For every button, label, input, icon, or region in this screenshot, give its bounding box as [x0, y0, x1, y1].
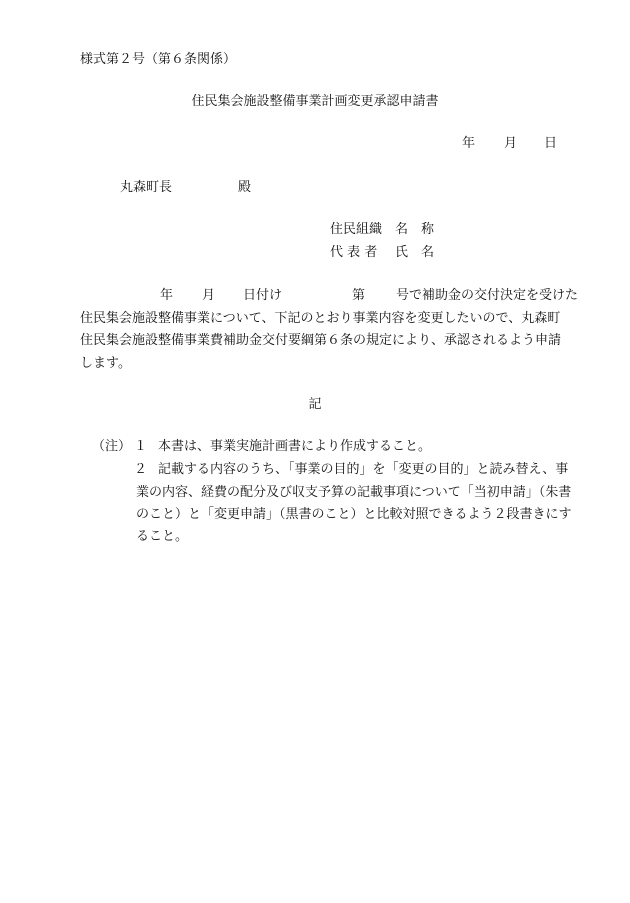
applicant-org-label: 住民組織: [330, 222, 383, 237]
date-year-label: 年: [462, 136, 476, 151]
document-title: 住民集会施設整備事業計画変更承認申請書: [191, 94, 439, 109]
note-2-line-2: 業の内容、経費の配分及び収支予算の記載事項について「当初申請」（朱書: [136, 485, 572, 500]
applicant-rep-name-label: 氏 名: [395, 245, 435, 260]
body-line-2: 住民集会施設整備事業について、下記のとおり事業内容を変更したいので、丸森町: [80, 311, 561, 326]
ki-mark: 記: [308, 397, 322, 412]
note-2-number: ２: [134, 462, 148, 477]
note-2-line-4: ること。: [136, 529, 189, 544]
body-dated-label: 日付け: [243, 288, 283, 303]
note-1-text: 本書は、事業実施計画書により作成すること。: [158, 439, 432, 454]
addressee-honorific: 殿: [238, 180, 252, 195]
date-month-label: 月: [504, 136, 518, 151]
notes-label: （注）: [92, 439, 132, 454]
body-line-4: します。: [80, 356, 131, 371]
body-month-label: 月: [202, 288, 216, 303]
body-number-prefix: 第: [352, 288, 366, 303]
applicant-org-name-label: 名 称: [395, 222, 435, 237]
note-2-line-3: のこと）と「変更申請」（黒書のこと）と比較対照できるよう２段書きにす: [136, 507, 572, 522]
note-1-number: １: [134, 439, 148, 454]
body-line-3: 住民集会施設整備事業費補助金交付要綱第６条の規定により、承認されるよう申請: [80, 333, 562, 348]
addressee-name: 丸森町長: [120, 180, 173, 195]
date-day-label: 日: [544, 136, 558, 151]
form-label: 様式第２号（第６条関係）: [80, 52, 237, 67]
body-line-1-rest: 号で補助金の交付決定を受けた: [396, 288, 579, 303]
note-2-line-1: 記載する内容のうち、「事業の目的」を「変更の目的」と読み替え、事: [158, 462, 569, 477]
applicant-rep-label: 代 表 者: [330, 245, 378, 260]
body-year-label: 年: [160, 288, 174, 303]
